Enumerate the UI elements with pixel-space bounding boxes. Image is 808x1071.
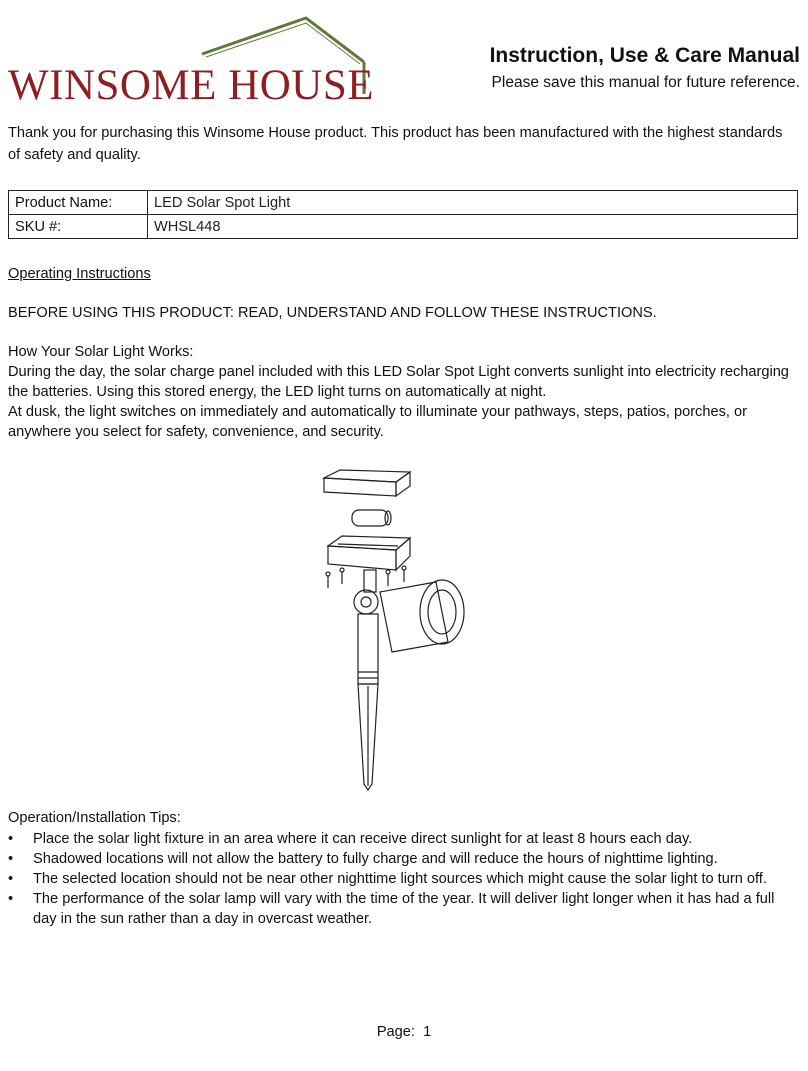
sku-value: WHSL448	[148, 215, 798, 239]
logo-wordmark: WINSOME HOUSE	[8, 62, 375, 109]
operating-instructions-heading: Operating Instructions	[8, 266, 151, 282]
bullet: •	[8, 871, 14, 887]
table-row	[9, 215, 798, 239]
manual-subtitle: Please save this manual for future reference.	[491, 74, 800, 91]
bullet: •	[8, 891, 14, 907]
list-item	[8, 869, 798, 889]
bullet: •	[8, 831, 14, 847]
product-info-table	[8, 190, 798, 239]
how-works-body	[8, 362, 800, 442]
tips-list	[8, 829, 798, 929]
brand-logo	[6, 14, 375, 109]
product-name-value: LED Solar Spot Light	[148, 191, 798, 215]
intro-paragraph: Thank you for purchasing this Winsome House product. This product has been manufactured with the highest standards of safety and quality.	[8, 125, 783, 163]
tip-text: The selected location should not be near other nighttime light sources which might cause the solar light to turn off.	[33, 871, 767, 887]
how-works-heading: How Your Solar Light Works:	[8, 344, 194, 360]
list-item	[8, 849, 798, 869]
list-item	[8, 829, 798, 849]
bullet: •	[8, 851, 14, 867]
page-number: 1	[423, 1024, 432, 1040]
page-footer	[0, 1024, 808, 1040]
tip-text: Shadowed locations will not allow the battery to fully charge and will reduce the hours of nighttime lighting.	[33, 851, 718, 867]
table-row	[9, 191, 798, 215]
list-item	[8, 889, 798, 929]
how-works-paragraph-1: During the day, the solar charge panel included with this LED Solar Spot Light converts sunlight into electricity recharging the batteries. Using this stored energy, the LED light turns on automatically at night.	[8, 364, 789, 400]
tips-heading: Operation/Installation Tips:	[8, 810, 181, 826]
warning-text: BEFORE USING THIS PRODUCT: READ, UNDERSTAND AND FOLLOW THESE INSTRUCTIONS.	[8, 305, 657, 321]
tip-text: Place the solar light fixture in an area where it can receive direct sunlight for at least 8 hours each day.	[33, 831, 693, 847]
page-label: Page:	[376, 1024, 415, 1040]
solar-spot-light-illustration	[318, 466, 504, 792]
sku-label: SKU #:	[9, 215, 148, 239]
manual-title: Instruction, Use & Care Manual	[489, 44, 800, 67]
how-works-paragraph-2: At dusk, the light switches on immediately and automatically to illuminate your pathways, steps, patios, porches, or anywhere you select for safety, convenience, and security.	[8, 404, 747, 440]
product-name-label: Product Name:	[9, 191, 148, 215]
tip-text: The performance of the solar lamp will vary with the time of the year. It will deliver light longer when it has had a full day in the sun rather than a day in overcast weather.	[33, 891, 775, 927]
